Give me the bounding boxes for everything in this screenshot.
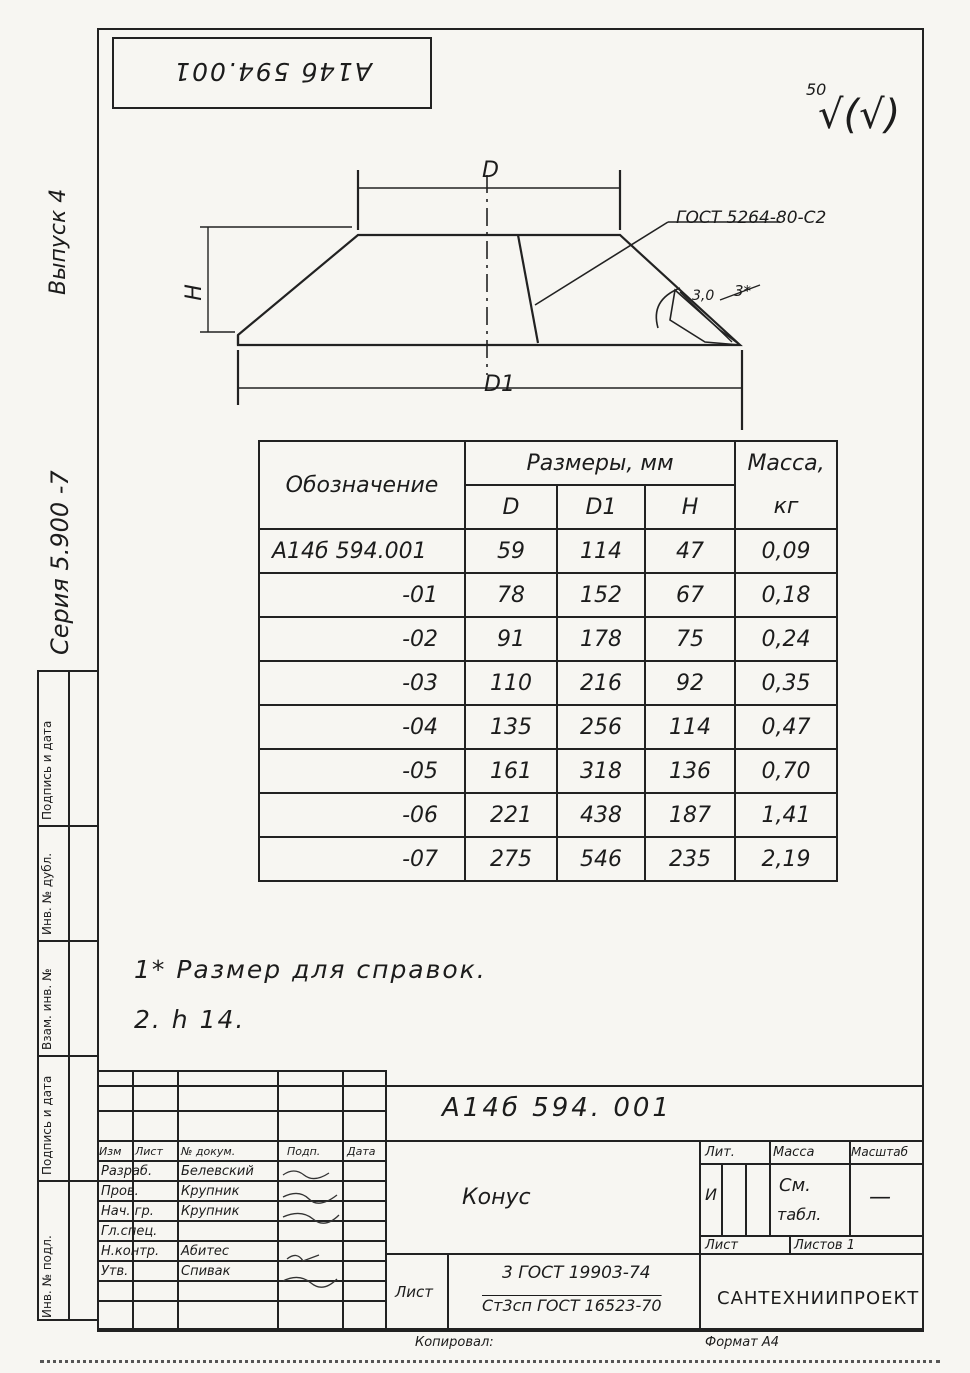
row-d: 91 [465,617,557,661]
col-sign: Подп. [287,1145,321,1158]
header-dimensions: Размеры, мм [465,441,735,485]
row-d: 275 [465,837,557,881]
header-col-h: H [645,485,735,529]
header-mass-unit: кг [735,485,837,529]
header-col-d1: D1 [557,485,645,529]
row-designation: -07 [259,837,465,881]
row-mass: 0,18 [735,573,837,617]
table-row [259,617,837,661]
role-4: Н.контр. [101,1244,160,1259]
role-0: Разраб. [101,1164,153,1179]
header-mass: Масса, [735,441,837,485]
scale-value: — [869,1185,891,1210]
label-h: H [181,284,207,301]
row-mass: 0,47 [735,705,837,749]
roughness-mark: √(√) [818,92,901,138]
row-d1: 438 [557,793,645,837]
scale-label: Масштаб [851,1145,909,1159]
row-h: 92 [645,661,735,705]
sheet-edge [40,1360,940,1363]
title-block [97,1085,924,1350]
table-row [259,793,837,837]
row-d1: 216 [557,661,645,705]
series-label: Серия 5.900 -7 [46,470,74,655]
col-date: Дата [347,1145,376,1158]
row-h: 67 [645,573,735,617]
inverted-code-stamp [112,37,432,109]
row-h: 187 [645,793,735,837]
material-line-2: Ст3сп ГОСТ 16523-70 [482,1296,662,1315]
copied-label: Копировал: [415,1335,494,1350]
header-col-d: D [465,485,557,529]
weld-standard: ГОСТ 5264-80-С2 [676,208,827,228]
role-name-5: Спивак [181,1264,231,1279]
row-mass: 0,70 [735,749,837,793]
margin-col-2: Подпись и дата [40,1075,54,1175]
margin-col-1: Инв. № подл. [40,1235,54,1318]
role-1: Пров. [101,1184,139,1199]
row-d: 221 [465,793,557,837]
row-d1: 178 [557,617,645,661]
sheets-label: Листов 1 [794,1238,855,1253]
row-mass: 0,35 [735,661,837,705]
row-h: 75 [645,617,735,661]
weld-size: 3,0 [692,288,715,304]
signatures [279,1163,341,1298]
part-name: Конус [462,1185,531,1210]
row-designation: А14б 594.001 [259,529,465,573]
row-d: 78 [465,573,557,617]
row-h: 47 [645,529,735,573]
row-designation: -06 [259,793,465,837]
row-h: 235 [645,837,735,881]
row-h: 136 [645,749,735,793]
row-mass: 1,41 [735,793,837,837]
row-designation: -04 [259,705,465,749]
header-designation: Обозначение [259,441,465,529]
row-designation: -03 [259,661,465,705]
margin-col-4: Инв. № дубл. [40,852,54,935]
margin-col-3: Взам. инв. № [40,968,54,1050]
col-izm: Изм [99,1145,122,1158]
col-doc: № докум. [181,1145,236,1158]
label-d1: D1 [484,372,515,397]
cone-drawing [180,160,780,440]
lit-value: И [705,1185,717,1204]
format-label: Формат А4 [705,1335,780,1350]
role-3: Гл.спец. [101,1224,158,1239]
row-d1: 256 [557,705,645,749]
table-row [259,837,837,881]
margin-col-5: Подпись и дата [40,720,54,820]
row-d1: 152 [557,573,645,617]
note-2: 2. h 14. [134,1005,246,1034]
role-name-1: Крупник [181,1184,240,1199]
mass-value-2: табл. [777,1205,822,1224]
sheet-label: Лист [705,1238,738,1253]
row-d1: 114 [557,529,645,573]
row-designation: -05 [259,749,465,793]
row-d: 110 [465,661,557,705]
note-1: 1* Размер для справок. [134,955,487,984]
mass-value-1: См. [779,1175,811,1196]
label-d: D [482,158,499,183]
row-mass: 0,09 [735,529,837,573]
table-row [259,573,837,617]
weld-note: 3* [734,282,752,300]
row-mass: 2,19 [735,837,837,881]
role-name-2: Крупник [181,1204,240,1219]
organization: САНТЕХНИИПРОЕКТ [717,1288,920,1309]
mass-label: Масса [773,1145,815,1160]
material-label: Лист [395,1283,434,1301]
issue-label: Выпуск 4 [46,188,71,295]
specification-table [258,440,838,882]
roughness-value: 50 [806,80,827,99]
row-designation: -01 [259,573,465,617]
col-list: Лист [135,1145,163,1158]
role-2: Нач. гр. [101,1204,154,1219]
table-row [259,661,837,705]
title-code: А14б 594. 001 [442,1093,672,1123]
material-line-1: 3 ГОСТ 19903-74 [502,1263,651,1283]
table-row [259,529,837,573]
row-d: 59 [465,529,557,573]
role-name-4: Абитес [181,1244,230,1259]
row-mass: 0,24 [735,617,837,661]
row-d: 161 [465,749,557,793]
role-name-0: Белевский [181,1164,254,1179]
role-5: Утв. [101,1264,129,1279]
row-d: 135 [465,705,557,749]
inverted-code-text: А14б 594.001 [172,57,372,86]
row-d1: 318 [557,749,645,793]
row-designation: -02 [259,617,465,661]
row-d1: 546 [557,837,645,881]
row-h: 114 [645,705,735,749]
table-row [259,749,837,793]
lit-label: Лит. [705,1145,735,1160]
table-row [259,705,837,749]
